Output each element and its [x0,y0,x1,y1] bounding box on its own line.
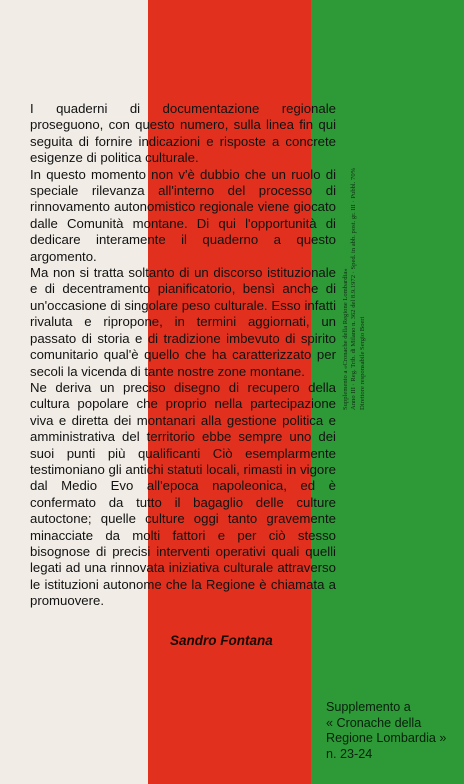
imprint-line: Direttore responsabile Sergio Boeri [358,316,366,410]
paragraph: In questo momento non v'è dubbio che un ruolo di speciale rilevanza all'interno del processo di rinnovamento autonomistico regionale viene giocato dalle Comunità montane. Di qui l'opportunità di dedicare interamente il quaderno a questo argomento. [30,166,336,264]
supplement-line: n. 23-24 [326,746,373,761]
supplement-line: Regione Lombardia » [326,731,447,746]
supplement-line: « Cronache della [326,715,422,730]
imprint-line: Supplemento a «Cronache della Regione Lombardia» [342,268,349,410]
supplement-note [326,700,446,762]
supplement-line: Supplemento a [326,700,411,714]
paragraph: Ma non si tratta soltanto di un discorso istituzionale e di decentramento pianificatorio, bensì anche di un'occasione di singolare peso culturale. Esso infatti rivaluta e ripropone, in termini aggiornati, un passato di storia e di tradizione imbevuto di spirito comunitario qual'è quello che ha caratterizzato per secoli la vicenda di tante nostre zone montane. [30,265,336,379]
imprint-vertical [342,167,402,410]
imprint-line: Anno III · Reg. Trib. di Milano n. 362 del 8.9.1972 · Sped. in abb. post. gr. III · Pubbl. 70% [350,167,358,410]
editorial-text [30,101,336,610]
author-signature: Sandro Fontana [170,633,273,648]
paragraph: Ne deriva un preciso disegno di recupero della cultura popolare che proprio nella partecipazione viva e diretta dei montanari alla gestione politica e amministrativa del territorio ebbe sempre uno dei suoi punti più qualificanti Ciò esemplarmente testimoniano gli antichi statuti locali, rimasti in vigore dal Medio Evo all'epoca napoleonica, ed è confermato da tutto il bagaglio delle culture autoctone; quelle culture oggi tanto gravemente minacciate da molti fattori e per ciò stesso bisognose di precisi interventi operativi quali quelli legati ad una rinnovata iniziativa culturale attraverso le istituzioni autonome che la Regione è chiamata a promuovere. [30,379,336,609]
paragraph: I quaderni di documentazione regionale proseguono, con questo numero, sulla linea fin qui seguita di fornire indicazioni e risposte a concrete esigenze di politica culturale. [30,101,336,166]
